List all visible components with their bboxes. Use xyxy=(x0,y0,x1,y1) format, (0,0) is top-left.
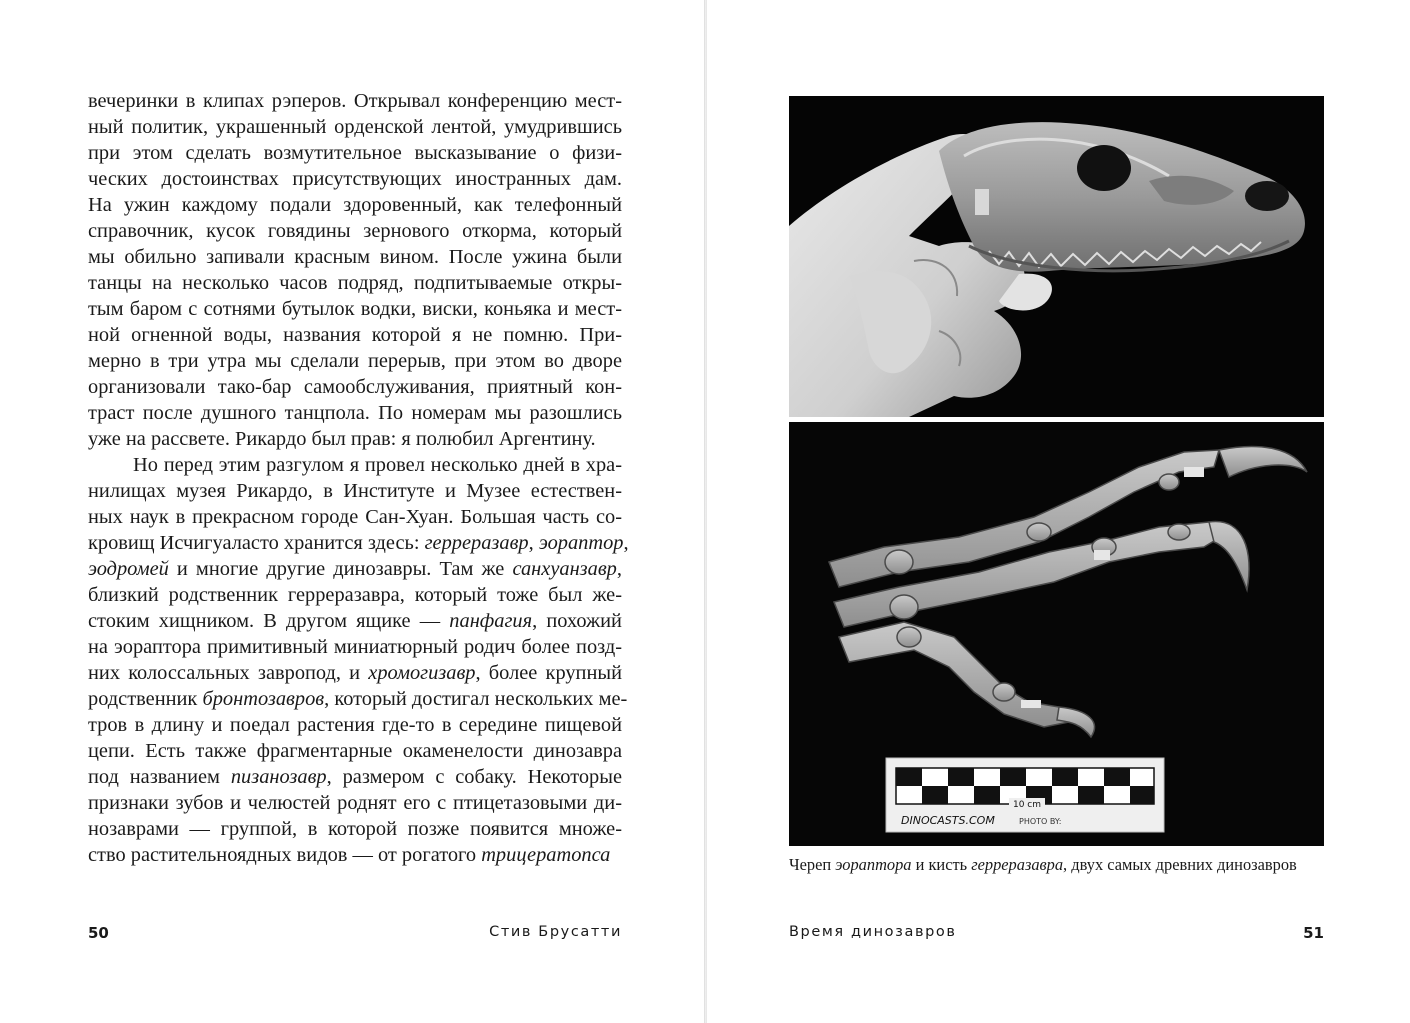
body-text-line xyxy=(88,270,622,296)
body-text-line xyxy=(88,842,622,868)
text-run: тым баром с сотнями бутылок водки, виски, коньяка и мест- xyxy=(88,298,622,320)
left-running-head: Стив Брусатти xyxy=(489,924,622,940)
body-text-line xyxy=(88,296,622,322)
text-run: , более крупный xyxy=(475,662,622,684)
eoraptor-skull-illustration xyxy=(789,96,1324,417)
text-run: ной огненной воды, названия которой я не помню. При- xyxy=(88,324,622,346)
body-text-line xyxy=(88,738,622,764)
body-text-line xyxy=(88,608,622,634)
text-run: нилищах музея Рикардо, в Институте и Музее естествен- xyxy=(88,480,622,502)
text-run: , xyxy=(616,558,622,580)
italic-species-name: герреразавра xyxy=(971,855,1064,874)
text-run: вечеринки в клипах рэперов. Открывал конференцию мест- xyxy=(88,90,622,112)
text-run: тров в длину и поедал растения где-то в середине пищевой xyxy=(88,714,622,736)
body-text-line xyxy=(88,244,622,270)
text-run: , xyxy=(623,532,629,554)
text-run: мы обильно запивали красным вином. После ужина были xyxy=(88,246,622,268)
text-run: На ужин каждому подали здоровенный, как телефонный xyxy=(88,194,622,216)
italic-species-name: герреразавр xyxy=(424,532,529,554)
italic-species-name: пизанозавр xyxy=(230,766,327,788)
italic-species-name: панфагия xyxy=(449,610,533,632)
body-text-line xyxy=(88,530,629,556)
text-run: при этом сделать возмутительное высказывание о физи- xyxy=(88,142,622,164)
photo-caption xyxy=(789,855,1324,875)
scale-credit-label: PHOTO BY: xyxy=(1019,817,1062,826)
text-run: признаки зубов и челюстей роднят его с птицетазовыми ди- xyxy=(88,792,622,814)
body-text-line xyxy=(88,764,622,790)
text-run: близкий родственник герреразавра, который тоже был же- xyxy=(88,584,622,606)
left-page-body-text xyxy=(88,88,629,868)
body-text-line xyxy=(88,634,622,660)
body-text-line xyxy=(88,582,622,608)
scale-length-label: 10 cm xyxy=(1012,800,1042,810)
body-text-line xyxy=(88,400,622,426)
body-text-line xyxy=(88,374,622,400)
text-run: стоким хищником. В другом ящике — xyxy=(88,610,450,632)
text-run: мерно в три утра мы сделали перерыв, при этом во дворе xyxy=(88,350,622,372)
body-text-line xyxy=(88,452,622,478)
text-run: траст после душного танцпола. По номерам мы разошлись xyxy=(88,402,622,424)
text-run: на эораптора примитивный миниатюрный родич более позд- xyxy=(88,636,622,658)
body-text-line xyxy=(88,660,622,686)
text-run: уже на рассвете. Рикардо был прав: я полюбил Аргентину. xyxy=(88,428,596,450)
body-text-line xyxy=(88,712,622,738)
text-run: ных наук в прекрасном городе Сан-Хуан. Большая часть со- xyxy=(88,506,622,528)
text-run: ческих достоинствах присутствующих иностранных дам. xyxy=(88,168,622,190)
italic-species-name: хромогизавр xyxy=(368,662,476,684)
body-text-line xyxy=(88,504,622,530)
body-text-line xyxy=(88,114,622,140)
text-run: и многие другие динозавры. Там же xyxy=(168,558,513,580)
text-run: них колоссальных завропод, и xyxy=(88,662,369,684)
body-text-line xyxy=(88,348,622,374)
text-run: справочник, кусок говядины зернового откорма, который xyxy=(88,220,622,242)
text-run: , размером с собаку. Некоторые xyxy=(326,766,623,788)
text-run: , двух самых древних динозавров xyxy=(1063,855,1297,874)
right-running-head: Время динозавров xyxy=(789,924,957,940)
italic-species-name: эодромей xyxy=(88,558,169,580)
right-page-number: 51 xyxy=(1303,924,1324,942)
text-run: Но перед этим разгулом я провел несколько дней в хра- xyxy=(133,454,622,476)
text-run: танцы на несколько часов подряд, подпитываемые откры- xyxy=(88,272,622,294)
left-page xyxy=(0,0,704,1023)
scale-brand-label: DINOCASTS.COM xyxy=(901,814,995,827)
body-text-line xyxy=(88,322,622,348)
text-run: ство растительноядных видов — от рогатого xyxy=(88,844,482,866)
body-text-line xyxy=(88,816,622,842)
text-run: организовали тако-бар самообслуживания, приятный кон- xyxy=(88,376,622,398)
herrerasaurus-hand-photo xyxy=(789,422,1324,846)
italic-species-name: эораптора xyxy=(835,855,912,874)
body-text-line xyxy=(88,166,622,192)
text-run: ный политик, украшенный орденской лентой, умудрившись xyxy=(88,116,622,138)
text-run: , который достигал нескольких ме- xyxy=(324,688,628,710)
body-text-line xyxy=(88,790,622,816)
herrerasaurus-hand-illustration xyxy=(789,422,1324,846)
body-text-line xyxy=(88,218,622,244)
body-text-line xyxy=(88,140,622,166)
text-run: нозаврами — группой, в которой позже появится множе- xyxy=(88,818,622,840)
text-run: Череп xyxy=(789,855,836,874)
text-run: цепи. Есть также фрагментарные окаменелости динозавра xyxy=(88,740,622,762)
body-text-line xyxy=(88,686,628,712)
italic-species-name: санхуанзавр xyxy=(512,558,617,580)
italic-species-name: бронтозавров xyxy=(202,688,325,710)
eoraptor-skull-photo xyxy=(789,96,1324,417)
body-text-line xyxy=(88,192,622,218)
right-page xyxy=(707,0,1410,1023)
text-run: кровищ Исчигуаласто хранится здесь: xyxy=(88,532,425,554)
text-run: , похожий xyxy=(532,610,622,632)
scale-bar xyxy=(886,758,1164,832)
body-text-line xyxy=(88,556,622,582)
italic-species-name: трицератопса xyxy=(481,844,611,866)
text-run: и кисть xyxy=(911,855,972,874)
left-page-number: 50 xyxy=(88,924,109,942)
text-run: , xyxy=(528,532,539,554)
text-run: под названием xyxy=(88,766,231,788)
italic-species-name: эораптор xyxy=(538,532,624,554)
body-text-line xyxy=(88,88,622,114)
text-run: родственник xyxy=(88,688,203,710)
body-text-line xyxy=(88,478,622,504)
body-text-line xyxy=(88,426,622,452)
